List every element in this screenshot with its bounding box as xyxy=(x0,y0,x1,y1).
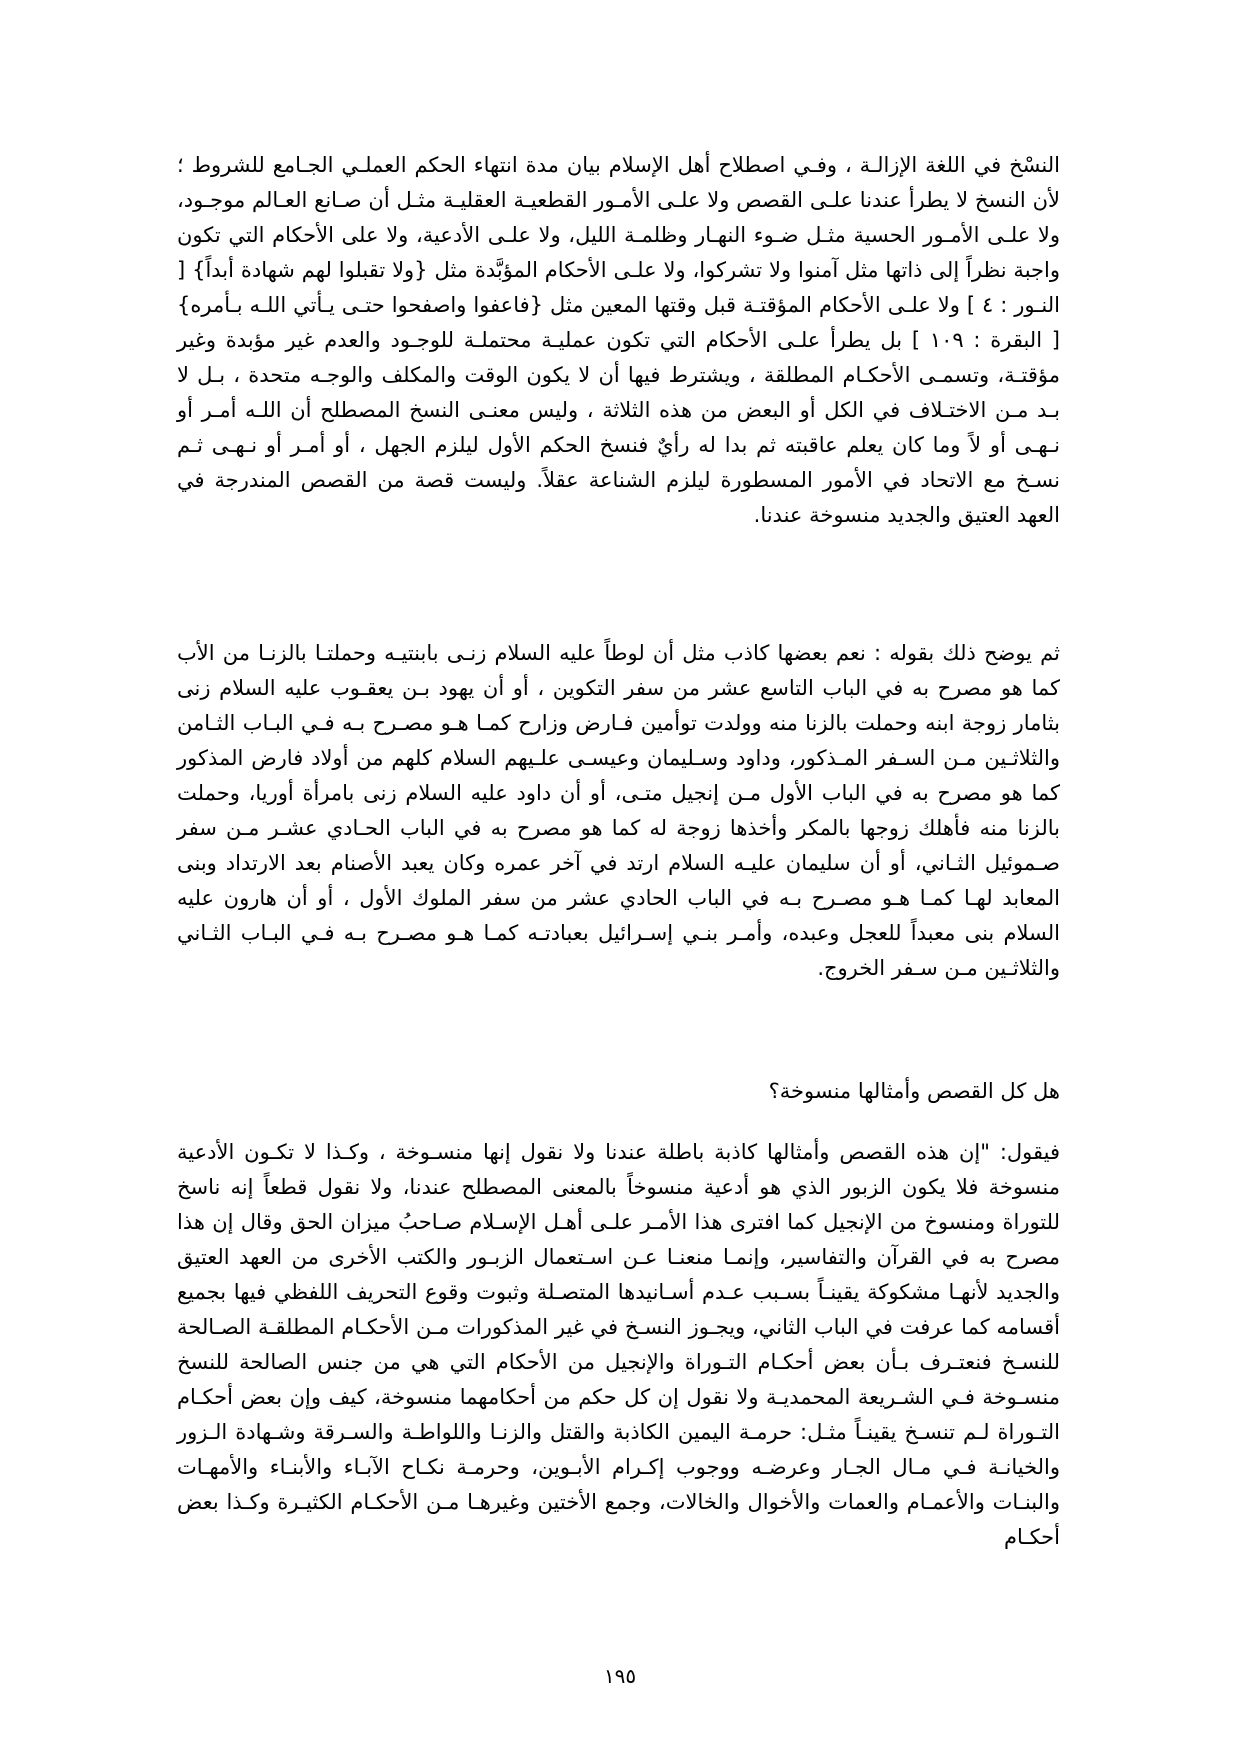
section-question-heading: هل كل القصص وأمثالها منسوخة؟ xyxy=(768,1079,1060,1103)
paragraph-abrogation-definition: النسْخ في اللغة الإزالـة ، وفـي اصطلاح أهل الإسلام بيان مدة انتهاء الحكم العملـي الجـامع للشروط ؛ لأن النسخ لا يطرأ عندنا علـى القصص ولا علـى الأمـور القطعيـة العقليـة مثـل أن صـانع العـالم موجـود، ولا علـى الأمـور الحسية مثـل ضـوء النهـار وظلمـة الليل، ولا علـى الأدعية، ولا على الأحكام التي تكون واجبة نظراً إلى ذاتها مثل آمنوا ولا تشركوا، ولا علـى الأحكام المؤبَّدة مثل {ولا تقبلوا لهم شهادة أبداً} [ النـور : ٤ ] ولا علـى الأحكام المؤقتـة قبل وقتها المعين مثل {فاعفوا واصفحوا حتـى يـأتي اللـه بـأمره} [ البقرة : ١٠٩ ] بل يطرأ علـى الأحكام التي تكون عمليـة محتملـة للوجـود والعدم غير مؤبدة وغير مؤقتـة، وتسمـى الأحكـام المطلقة ، ويشترط فيها أن لا يكون الوقت والمكلف والوجـه متحدة ، بـل لا بـد مـن الاختـلاف في الكل أو البعض من هذه الثلاثة ، وليس معنـى النسخ المصطلح أن اللـه أمـر أو نـهـى أو لاً وما كان يعلم عاقبته ثم بدا له رأيٌ فنسخ الحكم الأول ليلزم الجهل ، أو أمـر أو نـهـى ثـم نسـخ مع الاتحاد في الأمور المسطورة ليلزم الشناعة عقلاً. وليست قصة من القصص المندرجة في العهد العتيق والجديد منسوخة عندنا. xyxy=(177,153,1060,527)
page-number: ١٩٥ xyxy=(603,1664,637,1688)
paragraph-quoted-answer: فيقول: "إن هذه القصص وأمثالها كاذبة باطلة عندنا ولا نقول إنها منسـوخة ، وكـذا لا تكـون الأدعية منسوخة فلا يكون الزبور الذي هو أدعية منسوخاً بالمعنى المصطلح عندنا، ولا نقول قطعاً إنه ناسخ للتوراة ومنسوخ من الإنجيل كما افترى هذا الأمـر علـى أهـل الإسـلام صـاحبُ ميزان الحق وقال إن هذا مصرح به في القرآن والتفاسير، وإنمـا منعنـا عـن اسـتعمال الزبـور والكتب الأخرى من العهد العتيق والجديد لأنهـا مشكوكة يقينـاً بسـبب عـدم أسـانيدها المتصـلة وثبوت وقوع التحريف اللفظي فيها بجميع أقسامه كما عرفت في الباب الثاني، ويجـوز النسـخ في غير المذكورات مـن الأحكـام المطلقـة الصـالحة للنسـخ فنعتـرف بـأن بعض أحكـام التـوراة والإنجيل من الأحكام التي هي من جنس الصالحة للنسخ منسـوخة فـي الشـريعة المحمديـة ولا نقول إن كل حكم من أحكامهما منسوخة، كيف وإن بعض أحكـام التـوراة لـم تنسـخ يقينـاً مثـل: حرمـة اليمين الكاذبة والقتل والزنـا واللواطـة والسـرقة وشـهادة الـزور والخيانـة فـي مـال الجـار وعرضـه ووجوب إكـرام الأبـوين، وحرمـة نكـاح الآبـاء والأبنـاء والأمهـات والبنـات والأعمـام والعمات والأخوال والخالات، وجمع الأختين وغيرهـا مـن الأحكـام الكثيـرة وكـذا بعض أحكـام xyxy=(177,1140,1060,1549)
paragraph-false-stories: ثم يوضح ذلك بقوله : نعم بعضها كاذب مثل أن لوطاً عليه السلام زنـى بابنتيـه وحملتـا بالزنـا من الأب كما هو مصرح به في الباب التاسع عشر من سفر التكوين ، أو أن يهود بـن يعقـوب عليه السلام زنى بثامار زوجة ابنه وحملت بالزنا منه وولدت توأمين فـارض وزارح كمـا هـو مصـرح بـه فـي البـاب الثـامن والثلاثـين مـن السـفر المـذكور، وداود وسـليمان وعيسـى علـيهم السلام كلهم من أولاد فارض المذكور كما هو مصرح به في الباب الأول مـن إنجيل متـى، أو أن داود عليه السلام زنى بامرأة أوريا، وحملت بالزنا منه فأهلك زوجها بالمكر وأخذها زوجة له كما هو مصرح به في الباب الحـادي عشـر مـن سفر صـموئيل الثـاني، أو أن سليمان عليـه السلام ارتد في آخر عمره وكان يعبد الأصنام بعد الارتداد وبنى المعابد لهـا كمـا هـو مصـرح بـه في الباب الحادي عشر من سفر الملوك الأول ، أو أن هارون عليه السلام بنى معبداً للعجل وعبده، وأمـر بنـي إسـرائيل بعبادتـه كمـا هـو مصـرح بـه فـي البـاب الثـاني والثلاثـين مـن سـفر الخروج. xyxy=(177,641,1060,980)
